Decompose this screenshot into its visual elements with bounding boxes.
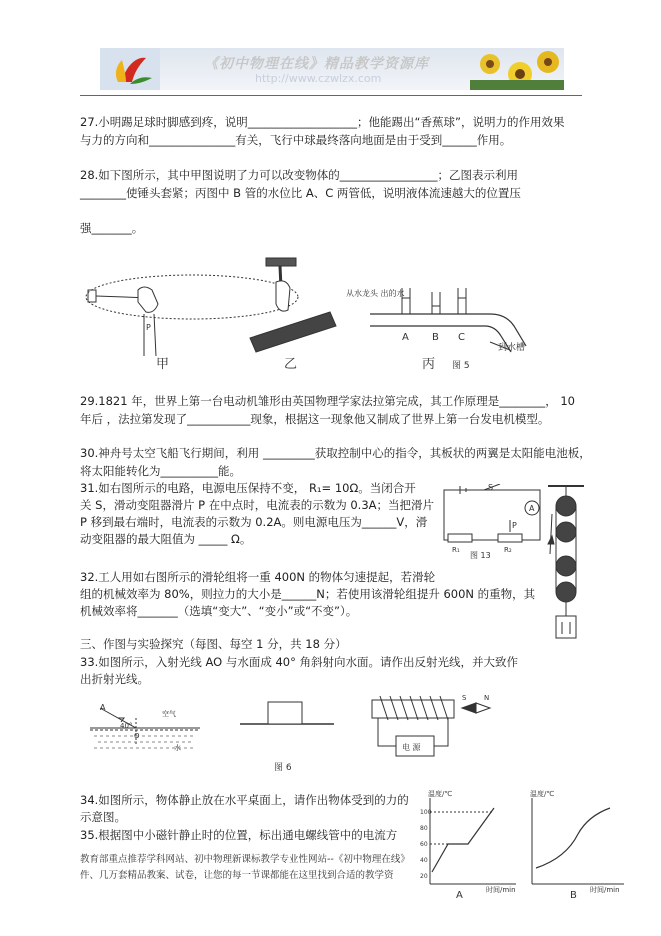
label-r2: R₂ [504, 546, 512, 554]
label-ray-a: A [100, 703, 106, 712]
q34-line1: 34.如图所示，物体静止放在水平桌面上，请作出物体受到的力的 [80, 793, 409, 807]
q28-line1: 28.如下图所示，其中甲图说明了力可以改变物体的_________________；乙图表示利用 [80, 168, 519, 182]
q35-line1: 35.根据图中小磁针静止时的位置，标出通电螺线管中的电流方 [80, 828, 398, 842]
label-air: 空气 [162, 710, 176, 718]
q33-line1: 33.如图所示，入射光线 AO 与水面成 40° 角斜射向水面。请作出反射光线，并大致作 [80, 655, 519, 669]
graph-a-y20: 20 [420, 873, 428, 880]
q30-line1: 30.神舟号太空飞船飞行期间，利用 _________获取控制中心的指令，其板状的两翼是太阳能电池板， [80, 446, 591, 460]
figure-6-row [90, 688, 510, 778]
label-a: A [402, 332, 409, 343]
label-yi: 乙 [284, 357, 298, 372]
label-magnet-s: S [462, 694, 467, 702]
label-water: 水 [174, 744, 181, 752]
q33-line2: 出折射光线。 [80, 672, 149, 686]
figure-jia-yi-bing [80, 252, 550, 372]
pulley-figure [546, 484, 586, 644]
label-slider-p: P [512, 521, 517, 530]
graph-a-y40: 40 [420, 857, 428, 864]
graph-a-ylabel: 温度/℃ [428, 790, 453, 798]
graph-a-y60: 60 [420, 841, 428, 848]
graph-a-y100: 100 [420, 809, 432, 816]
q27-line1: 27.小明踢足球时脚感到疼，说明___________________；他能踢出“香蕉球”，说明力的作用效果 [80, 115, 565, 129]
label-point-o: O [134, 732, 140, 740]
graph-a-label: A [456, 890, 463, 900]
banner-title: 《初中物理在线》精品教学资源库 [204, 56, 429, 72]
q31-line1: 31.如右图所示的电路，电源电压保持不变， R₁= 10Ω。当闭合开 [80, 481, 416, 495]
figure-6-caption: 图 6 [274, 763, 292, 773]
figure-caption: 图 5 [452, 361, 470, 371]
q31-line4: 动变阻器的最大阻值为 _____ Ω。 [80, 532, 252, 546]
graph-b-ylabel: 温度/℃ [530, 790, 555, 798]
header-divider [80, 95, 582, 96]
label-ammeter: A [529, 504, 535, 513]
q29-line1: 29.1821 年，世界上第一台电动机雏形由英国物理学家法拉第完成，其工作原理是________， 10 [80, 394, 575, 408]
graph-b-label: B [570, 890, 577, 900]
label-c: C [458, 332, 465, 343]
label-power-source: 电 源 [402, 743, 421, 752]
q29-line2: 年后 ，法拉第发现了___________现象，根据这一现象他又制成了世界上第一台发电机模型。 [80, 412, 550, 426]
footer-line2: 件、几万套精品教案、试卷，让您的每一节课都能在这里找到合适的教学资 [80, 870, 394, 881]
label-water-out: 到水槽 [498, 343, 526, 353]
circuit-figure-13 [440, 484, 544, 562]
section-3-heading: 三、作图与实验探究（每图、每空 1 分，共 18 分） [80, 637, 347, 651]
label-angle: 40° [120, 722, 133, 730]
q32-line3: 机械效率将_______（选填“变大”、“变小”或“不变”）。 [80, 604, 358, 618]
graph-a-xlabel: 时间/min [486, 886, 516, 894]
q34-line2: 示意图。 [80, 810, 126, 824]
label-water-in: 从水龙头 出的水 [346, 289, 405, 298]
label-bing: 丙 [422, 357, 436, 372]
graph-a-y80: 80 [420, 825, 428, 832]
q31-line3: P 移到最右端时，电流表的示数为 0.2A。则电源电压为______V，滑 [80, 515, 428, 529]
label-magnet-n: N [484, 694, 490, 702]
banner-url: http://www.czwlzx.com [255, 72, 382, 85]
footer-line1: 教育部重点推荐学科网站、初中物理新课标教学专业性网站--《初中物理在线》 [80, 854, 410, 865]
label-r1: R₁ [452, 546, 460, 554]
q32-line1: 32.工人用如右图所示的滑轮组将一重 400N 的物体匀速提起，若滑轮 [80, 570, 436, 584]
q27-line2: 与力的方向和_______________有关，飞行中球最终落向地面是由于受到______作用。 [80, 133, 512, 147]
label-jia: 甲 [156, 357, 170, 372]
fig-yi [250, 258, 336, 352]
q28-line3: 强_______。 [80, 221, 144, 235]
header-banner [100, 48, 564, 90]
q28-line2: ________使锤头套紧；丙图中 B 管的水位比 A、C 两管低，说明液体流速越大的位置压 [80, 186, 521, 200]
svg-text:P: P [146, 323, 151, 332]
q30-line2: 将太阳能转化为__________能。 [80, 464, 241, 478]
q32-line2: 组的机械效率为 80%，则拉力的大小是______N；若使用该滑轮组提升 600N 的重物，其 [80, 587, 536, 601]
label-b: B [432, 332, 439, 343]
temperature-graphs [420, 788, 634, 900]
graph-b-xlabel: 时间/min [590, 886, 620, 894]
q31-line2: 关 S，滑动变阻器滑片 P 在中点时，电流表的示数为 0.3A；当把滑片 [80, 498, 435, 512]
circuit-caption: 图 13 [470, 551, 491, 560]
label-switch-s: S [488, 484, 494, 492]
